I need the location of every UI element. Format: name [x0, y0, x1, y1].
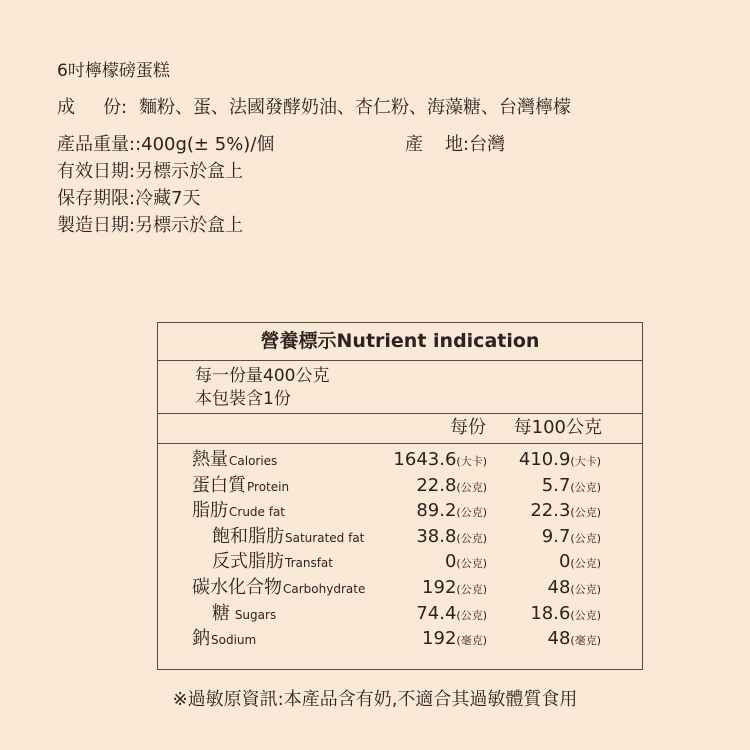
- value-per-100g-number: 22.3: [530, 500, 571, 522]
- origin-label-b: 地:: [445, 134, 470, 155]
- nutrient-name: [192, 498, 285, 526]
- col-per-serving: 每份: [450, 417, 486, 438]
- nutrient-name-en: Saturated fat: [285, 530, 365, 545]
- nutrient-name: [192, 575, 365, 603]
- value-per-serving-number: 1643.6: [393, 449, 457, 470]
- value-per-serving-unit: (公克): [456, 531, 487, 545]
- value-per-serving-unit: (公克): [456, 557, 487, 571]
- value-per-serving: [445, 549, 487, 577]
- value-per-serving: [422, 626, 487, 654]
- value-per-serving-number: 192: [422, 576, 457, 598]
- value-per-serving: [422, 575, 487, 603]
- nutrient-name-en: Carbohydrate: [283, 581, 366, 596]
- ingredients-label-b: 份:: [103, 97, 128, 118]
- nutrient-name-zh: 糖: [212, 602, 230, 624]
- ingredients-value: 麵粉、蛋、法國發酵奶油、杏仁粉、海藻糖、台灣檸檬: [139, 97, 571, 118]
- servings-per-package: 本包裝含1份: [195, 389, 291, 409]
- value-per-100g: [530, 498, 601, 526]
- value-per-serving-number: 38.8: [416, 525, 457, 547]
- table-row: [158, 549, 642, 575]
- value-per-serving-number: 0: [444, 551, 457, 573]
- value-per-100g: [559, 549, 601, 577]
- nutrient-name: [212, 524, 364, 552]
- value-per-100g-unit: (公克): [570, 480, 601, 494]
- expiry-line: 有效日期:另標示於盒上: [57, 161, 244, 182]
- value-per-100g-unit: (大卡): [570, 455, 601, 468]
- col-per-100g: 每100公克: [513, 417, 602, 438]
- value-per-100g: [542, 473, 601, 501]
- value-per-serving-number: 192: [422, 628, 457, 650]
- value-per-100g: [530, 601, 601, 629]
- nutrient-name: [212, 601, 276, 629]
- allergen-notice: ※過敏原資訊:本產品含有奶,不適合其過敏體質食用: [172, 689, 578, 710]
- value-per-100g-number: 5.7: [541, 474, 571, 496]
- value-per-100g-unit: (公克): [570, 608, 601, 622]
- nutrient-name: [192, 626, 256, 654]
- value-per-serving-unit: (公克): [456, 582, 487, 596]
- storage-line: 保存期限:冷藏7天: [57, 188, 201, 209]
- value-per-100g: [542, 524, 601, 552]
- table-row: [158, 498, 642, 524]
- nutrient-name-en: Protein: [247, 479, 290, 494]
- value-per-serving-number: 74.4: [416, 602, 457, 624]
- origin-line: [405, 131, 505, 158]
- serving-info: [158, 361, 642, 414]
- nutrient-name: [192, 447, 277, 475]
- serving-size: 每一份量400公克: [195, 366, 330, 386]
- value-per-100g: [519, 447, 601, 475]
- nutrient-name-zh: 鈉: [192, 628, 210, 650]
- nutrient-name-zh: 熱量: [192, 449, 228, 470]
- origin-label-a: 產: [405, 134, 423, 155]
- nutrient-name-zh: 碳水化合物: [192, 576, 282, 598]
- value-per-100g-number: 0: [558, 551, 571, 573]
- nutrient-name-zh: 蛋白質: [192, 474, 246, 496]
- value-per-serving-number: 89.2: [416, 500, 457, 522]
- weight-line: [57, 131, 697, 158]
- table-row: [158, 447, 642, 473]
- value-per-serving-unit: (公克): [456, 506, 487, 520]
- value-per-100g-number: 9.7: [541, 525, 571, 547]
- nutrient-name-en: Sugars: [231, 607, 277, 622]
- nutrition-rows: [158, 444, 642, 652]
- nutrition-table: [157, 322, 643, 670]
- value-per-100g-number: 48: [547, 576, 571, 598]
- value-per-serving: [416, 601, 487, 629]
- column-headers: [158, 414, 642, 444]
- origin-value: 台灣: [469, 134, 506, 155]
- nutrient-name: [192, 473, 289, 501]
- value-per-serving: [393, 447, 487, 475]
- ingredients-label: [57, 94, 139, 121]
- nutrient-name: [212, 549, 333, 577]
- nutrient-name-zh: 反式脂肪: [212, 551, 284, 573]
- ingredients-label-a: 成: [57, 97, 75, 118]
- value-per-100g-number: 18.6: [530, 602, 571, 624]
- value-per-serving: [416, 473, 487, 501]
- table-row: [158, 524, 642, 550]
- table-row: [158, 601, 642, 627]
- nutrient-name-en: Calories: [229, 454, 278, 468]
- value-per-serving-unit: (公克): [456, 480, 487, 494]
- table-row: [158, 626, 642, 652]
- nutrient-name-zh: 飽和脂肪: [212, 525, 284, 547]
- value-per-100g-number: 410.9: [518, 449, 571, 470]
- value-per-100g-unit: (毫克): [570, 634, 601, 648]
- value-per-serving-unit: (公克): [456, 608, 487, 622]
- value-per-serving-unit: (大卡): [456, 455, 487, 468]
- value-per-100g-number: 48: [547, 628, 571, 650]
- value-per-100g-unit: (公克): [570, 557, 601, 571]
- nutrient-name-en: Crude fat: [229, 505, 286, 520]
- value-per-serving: [416, 524, 487, 552]
- nutrient-name-zh: 脂肪: [192, 500, 228, 522]
- weight-value: 產品重量::400g(± 5%)/個: [57, 134, 275, 155]
- ingredients-line: [57, 94, 697, 121]
- value-per-100g-unit: (公克): [570, 582, 601, 596]
- table-row: [158, 473, 642, 499]
- nutrient-name-en: Sodium: [211, 633, 257, 648]
- product-name: 6吋檸檬磅蛋糕: [57, 61, 170, 81]
- nutrient-name-en: Transfat: [285, 556, 333, 571]
- table-row: [158, 575, 642, 601]
- value-per-100g-unit: (公克): [570, 531, 601, 545]
- product-info: [57, 58, 697, 239]
- nutrition-title: 營養標示Nutrient indication: [158, 323, 642, 361]
- value-per-100g: [548, 626, 602, 654]
- value-per-serving: [416, 498, 487, 526]
- value-per-serving-number: 22.8: [416, 474, 457, 496]
- value-per-serving-unit: (毫克): [456, 634, 487, 648]
- value-per-100g-unit: (公克): [570, 506, 601, 520]
- value-per-100g: [548, 575, 602, 603]
- manufactured-line: 製造日期:另標示於盒上: [57, 215, 244, 236]
